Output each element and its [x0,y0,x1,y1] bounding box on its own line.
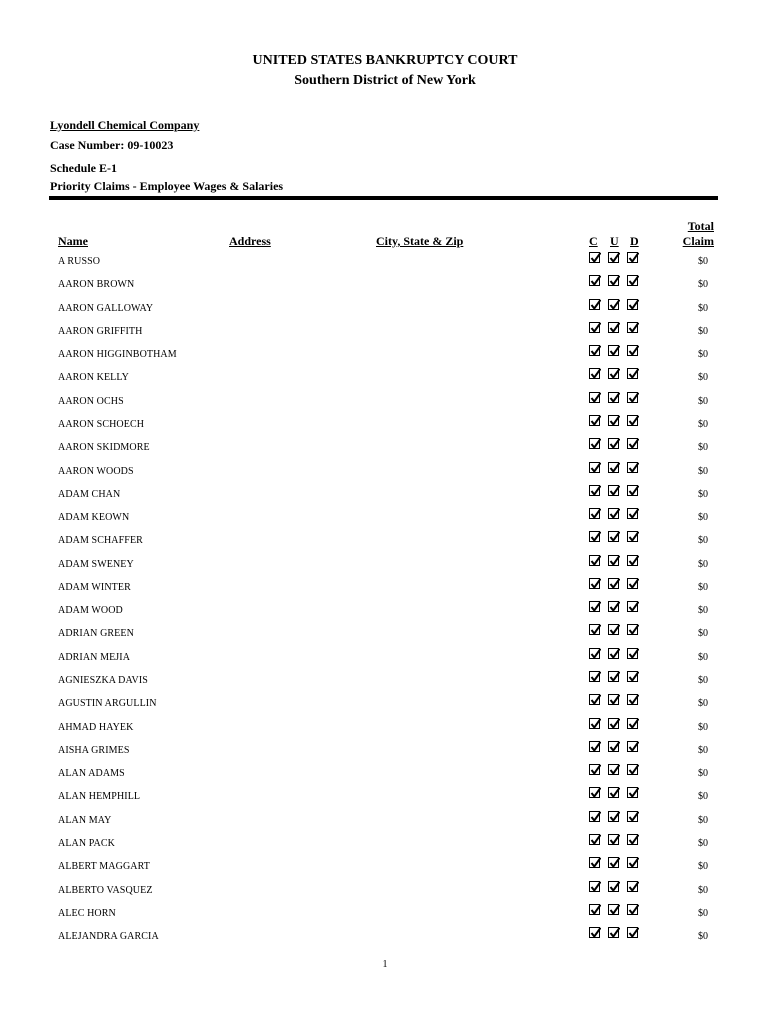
checkmark-icon [590,275,601,287]
checkmark-icon [628,555,639,567]
checkmark-icon [590,252,601,264]
checkmark-icon [628,904,639,916]
total-claim-amount: $0 [698,791,708,803]
checkbox-c [589,275,600,286]
checkbox-c [589,368,600,379]
checkmark-icon [628,718,639,730]
checkbox-u [608,368,619,379]
checkbox-u [608,438,619,449]
checkbox-u [608,462,619,473]
checkmark-icon [590,555,601,567]
checkbox-c [589,345,600,356]
checkmark-icon [609,671,620,683]
table-row [0,277,770,300]
checkbox-d [627,345,638,356]
checkbox-d [627,718,638,729]
claimant-name: AGUSTIN ARGULLIN [58,698,157,710]
checkbox-u [608,345,619,356]
checkmark-icon [590,834,601,846]
checkbox-c [589,881,600,892]
table-row [0,603,770,626]
checkmark-icon [609,322,620,334]
checkbox-c [589,927,600,938]
checkmark-icon [590,601,601,613]
total-claim-amount: $0 [698,628,708,640]
checkbox-c [589,904,600,915]
claimant-name: AARON OCHS [58,395,124,407]
table-row [0,347,770,370]
checkbox-c [589,718,600,729]
table-row [0,324,770,347]
checkmark-icon [609,508,620,520]
total-header-line2: Claim [682,234,714,248]
claimant-name: ADAM CHAN [58,488,121,500]
checkmark-icon [628,252,639,264]
page-number: 1 [382,959,388,970]
total-claim-amount: $0 [698,558,708,570]
table-row [0,417,770,440]
column-header-name: Name [58,234,88,248]
checkmark-icon [590,671,601,683]
checkbox-d [627,741,638,752]
table-row [0,301,770,324]
checkmark-icon [590,438,601,450]
claimant-name: AARON SKIDMORE [58,442,150,454]
checkbox-u [608,531,619,542]
claimant-name: ALAN HEMPHILL [58,791,141,803]
total-claim-amount: $0 [698,581,708,593]
table-row [0,394,770,417]
checkmark-icon [609,299,620,311]
checkbox-d [627,881,638,892]
checkbox-c [589,811,600,822]
claimant-name: ALAN PACK [58,838,115,849]
checkmark-icon [609,787,620,799]
checkmark-icon [628,322,639,334]
claimant-name: AARON WOODS [58,465,134,477]
checkbox-u [608,322,619,333]
checkbox-d [627,368,638,379]
claimant-name: AHMAD HAYEK [58,721,134,733]
checkmark-icon [609,485,620,497]
checkbox-d [627,834,638,845]
claimant-name: AARON BROWN [58,279,135,291]
claimant-name: ALEJANDRA GARCIA [58,931,159,943]
checkmark-icon [609,648,620,660]
checkbox-c [589,462,600,473]
checkbox-u [608,718,619,729]
checkmark-icon [609,275,620,287]
claimant-name: ADRIAN MEJIA [58,651,131,663]
total-claim-amount: $0 [698,861,708,873]
checkbox-c [589,787,600,798]
checkbox-u [608,764,619,775]
checkmark-icon [628,787,639,799]
checkmark-icon [609,345,620,357]
checkbox-d [627,764,638,775]
checkbox-d [627,624,638,635]
checkbox-d [627,322,638,333]
checkmark-icon [609,881,620,893]
column-header-city-state-zip: City, State & Zip [376,234,464,248]
checkmark-icon [609,555,620,567]
checkbox-d [627,252,638,263]
checkmark-icon [628,741,639,753]
total-claim-amount: $0 [698,302,708,314]
checkbox-d [627,787,638,798]
checkmark-icon [628,764,639,776]
checkbox-c [589,694,600,705]
checkmark-icon [628,531,639,543]
checkmark-icon [590,694,601,706]
checkmark-icon [609,811,620,823]
total-claim-amount: $0 [698,884,708,896]
claimant-name: ADRIAN GREEN [58,628,134,640]
checkmark-icon [609,531,620,543]
checkmark-icon [628,462,639,474]
checkmark-icon [628,392,639,404]
checkmark-icon [628,648,639,660]
checkmark-icon [609,904,620,916]
total-claim-amount: $0 [698,395,708,407]
checkmark-icon [590,578,601,590]
checkbox-c [589,857,600,868]
table-row [0,789,770,812]
column-header-address: Address [229,234,271,248]
total-claim-amount: $0 [698,675,708,687]
checkmark-icon [609,764,620,776]
checkmark-icon [609,718,620,730]
checkmark-icon [590,718,601,730]
checkmark-icon [590,368,601,380]
checkbox-d [627,438,638,449]
checkbox-c [589,764,600,775]
table-row [0,836,770,859]
checkbox-d [627,904,638,915]
total-claim-amount: $0 [698,256,708,267]
checkbox-d [627,555,638,566]
checkmark-icon [590,392,601,404]
table-row [0,650,770,673]
checkmark-icon [590,881,601,893]
claimant-name: ALBERT MAGGART [58,861,150,873]
checkmark-icon [628,834,639,846]
schedule-title: Priority Claims - Employee Wages & Salaries [50,179,284,193]
checkbox-u [608,741,619,752]
checkmark-icon [590,648,601,660]
checkbox-c [589,299,600,310]
table-row [0,580,770,603]
checkbox-d [627,694,638,705]
checkbox-c [589,485,600,496]
table-row [0,859,770,882]
checkbox-d [627,648,638,659]
checkbox-u [608,904,619,915]
checkmark-icon [609,392,620,404]
table-row [0,673,770,696]
claimant-name: AARON KELLY [58,372,129,384]
checkmark-icon [590,764,601,776]
total-claim-amount: $0 [698,325,708,337]
table-row [0,440,770,463]
checkmark-icon [628,299,639,311]
checkmark-icon [590,857,601,869]
court-name: UNITED STATES BANKRUPTCY COURT [252,53,518,68]
claimant-name: AGNIESZKA DAVIS [58,675,148,687]
table-row [0,906,770,929]
checkbox-c [589,415,600,426]
checkbox-c [589,671,600,682]
checkbox-c [589,392,600,403]
checkbox-u [608,578,619,589]
table-row [0,557,770,580]
table-row [0,720,770,743]
claimant-name: ADAM SCHAFFER [58,535,143,547]
checkbox-u [608,834,619,845]
column-header-total-claim [683,219,714,249]
column-header-disputed: D [630,234,639,248]
claimant-name: ADAM WINTER [58,581,131,593]
total-claim-amount: $0 [698,465,708,477]
header-divider [49,196,718,200]
table-row [0,929,770,952]
court-district: Southern District of New York [294,73,476,88]
checkmark-icon [590,531,601,543]
checkmark-icon [609,578,620,590]
checkmark-icon [628,811,639,823]
checkbox-c [589,438,600,449]
table-row [0,813,770,836]
checkbox-u [608,392,619,403]
checkbox-u [608,555,619,566]
table-row [0,883,770,906]
checkmark-icon [628,624,639,636]
checkmark-icon [609,438,620,450]
table-row [0,743,770,766]
total-claim-amount: $0 [698,512,708,524]
checkbox-c [589,322,600,333]
checkmark-icon [609,462,620,474]
checkbox-u [608,648,619,659]
schedule-label: Schedule E-1 [50,161,118,175]
checkbox-u [608,508,619,519]
checkbox-c [589,531,600,542]
checkmark-icon [590,904,601,916]
checkmark-icon [609,624,620,636]
total-claim-amount: $0 [698,744,708,756]
total-claim-amount: $0 [698,651,708,663]
checkbox-d [627,508,638,519]
checkmark-icon [628,671,639,683]
checkmark-icon [628,438,639,450]
checkbox-u [608,415,619,426]
total-claim-amount: $0 [698,372,708,384]
checkmark-icon [609,741,620,753]
total-claim-amount: $0 [698,768,708,780]
checkmark-icon [628,927,639,939]
table-row [0,510,770,533]
total-claim-amount: $0 [698,931,708,943]
checkbox-c [589,578,600,589]
checkmark-icon [628,368,639,380]
claimant-name: ADAM SWENEY [58,558,134,570]
checkmark-icon [590,927,601,939]
claimant-name: ALEC HORN [58,907,116,919]
checkmark-icon [609,415,620,427]
checkbox-u [608,787,619,798]
checkbox-c [589,624,600,635]
checkbox-u [608,252,619,263]
checkmark-icon [628,485,639,497]
checkmark-icon [628,857,639,869]
table-row [0,370,770,393]
checkmark-icon [628,601,639,613]
claimant-name: ADAM WOOD [58,605,123,617]
checkmark-icon [609,927,620,939]
table-row [0,696,770,719]
claimant-name: AARON HIGGINBOTHAM [58,349,177,361]
checkbox-c [589,555,600,566]
checkbox-d [627,462,638,473]
checkbox-u [608,299,619,310]
checkmark-icon [628,415,639,427]
checkbox-u [608,624,619,635]
table-row [0,533,770,556]
total-claim-amount: $0 [698,418,708,430]
checkmark-icon [628,694,639,706]
checkbox-d [627,857,638,868]
claimant-name: ALBERTO VASQUEZ [58,884,153,896]
total-header-line1: Total [687,219,714,233]
checkmark-icon [590,485,601,497]
checkmark-icon [590,624,601,636]
checkbox-d [627,601,638,612]
checkmark-icon [628,881,639,893]
checkmark-icon [590,322,601,334]
total-claim-amount: $0 [698,349,708,361]
checkbox-c [589,508,600,519]
checkbox-d [627,927,638,938]
table-row [0,254,770,277]
checkbox-u [608,811,619,822]
claimant-name: ALAN MAY [58,814,112,826]
checkbox-u [608,601,619,612]
checkbox-d [627,415,638,426]
checkbox-c [589,252,600,263]
claimant-name: ALAN ADAMS [58,768,125,780]
table-row [0,464,770,487]
checkmark-icon [590,811,601,823]
case-number: Case Number: 09-10023 [50,138,174,152]
checkbox-u [608,927,619,938]
checkbox-u [608,857,619,868]
checkmark-icon [609,694,620,706]
checkbox-u [608,694,619,705]
total-claim-amount: $0 [698,442,708,454]
total-claim-amount: $0 [698,814,708,826]
checkbox-c [589,648,600,659]
total-claim-amount: $0 [698,488,708,500]
checkmark-icon [590,508,601,520]
checkbox-d [627,299,638,310]
checkmark-icon [590,787,601,799]
checkbox-d [627,531,638,542]
checkbox-c [589,741,600,752]
checkbox-u [608,275,619,286]
claimant-name: ADAM KEOWN [58,512,130,524]
checkmark-icon [628,345,639,357]
checkmark-icon [609,857,620,869]
claimant-name: A RUSSO [58,256,101,267]
checkmark-icon [609,368,620,380]
checkmark-icon [590,415,601,427]
debtor-name: Lyondell Chemical Company [50,118,200,132]
claimant-name: AARON GRIFFITH [58,325,143,337]
checkbox-u [608,881,619,892]
column-header-unliquidated: U [610,234,619,248]
checkmark-icon [590,741,601,753]
checkbox-d [627,485,638,496]
checkbox-c [589,601,600,612]
total-claim-amount: $0 [698,535,708,547]
checkbox-d [627,578,638,589]
checkbox-c [589,834,600,845]
checkmark-icon [590,345,601,357]
checkbox-d [627,671,638,682]
checkmark-icon [590,299,601,311]
claimant-name: AARON SCHOECH [58,418,145,430]
checkmark-icon [609,252,620,264]
total-claim-amount: $0 [698,838,708,849]
checkbox-d [627,392,638,403]
claimant-name: AARON GALLOWAY [58,302,154,314]
total-claim-amount: $0 [698,605,708,617]
checkmark-icon [628,275,639,287]
checkbox-u [608,671,619,682]
checkbox-u [608,485,619,496]
checkmark-icon [628,508,639,520]
checkmark-icon [609,834,620,846]
total-claim-amount: $0 [698,279,708,291]
checkmark-icon [590,462,601,474]
checkbox-d [627,811,638,822]
checkmark-icon [628,578,639,590]
table-row [0,487,770,510]
table-row [0,626,770,649]
total-claim-amount: $0 [698,907,708,919]
total-claim-amount: $0 [698,721,708,733]
claimant-name: AISHA GRIMES [58,744,130,756]
checkbox-d [627,275,638,286]
checkmark-icon [609,601,620,613]
total-claim-amount: $0 [698,698,708,710]
table-row [0,766,770,789]
column-header-contingent: C [589,234,598,248]
